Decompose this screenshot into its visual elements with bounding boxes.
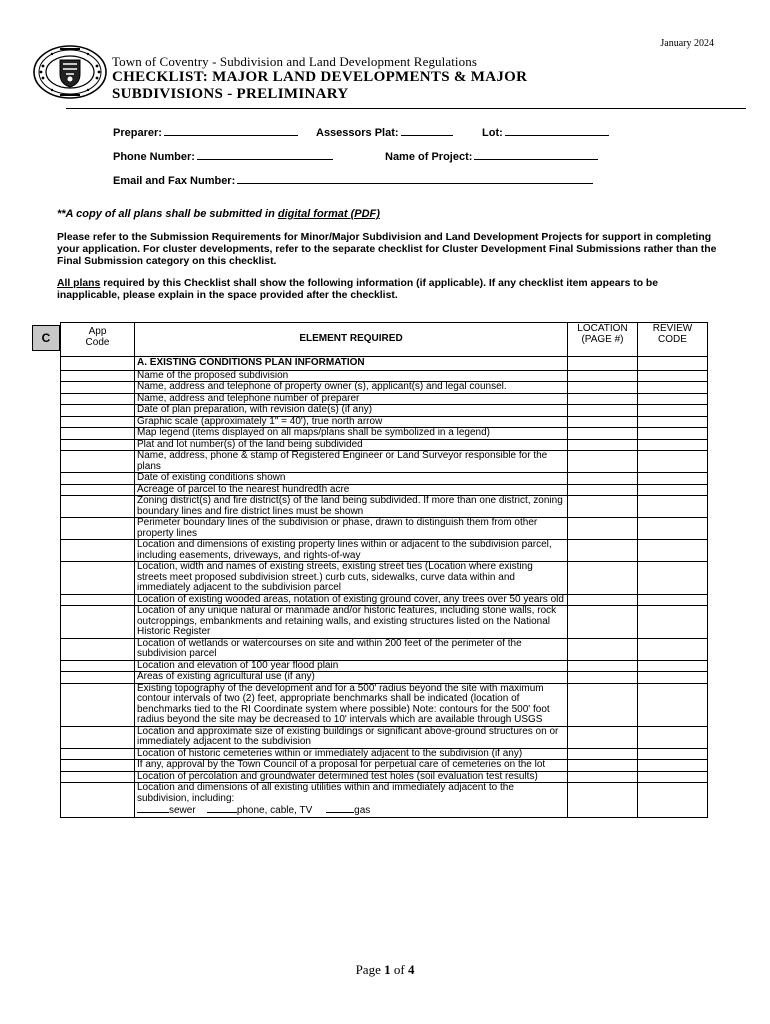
element-required-cell bbox=[135, 382, 568, 394]
review-code-cell[interactable] bbox=[638, 357, 708, 371]
table-row bbox=[61, 672, 708, 684]
location-cell[interactable] bbox=[568, 496, 638, 518]
utility-check-line[interactable] bbox=[207, 804, 237, 813]
location-cell[interactable] bbox=[568, 405, 638, 417]
review-code-cell[interactable] bbox=[638, 484, 708, 496]
element-required-text: Location of percolation and groundwater determined test holes (soil evaluation test results) bbox=[137, 770, 538, 782]
location-cell[interactable] bbox=[568, 594, 638, 606]
element-required-text: Existing topography of the development and for a 500' radius beyond the site with maximum contour intervals of two (2) feet, appropriate benchmarks shall be indicated (location of benchmarks tied to the RI Coordinate system where possible) Note: contours for the 500' foot radius beyond the site may be decreased to 10' intervals which are available through USGS bbox=[137, 682, 550, 725]
table-row bbox=[61, 606, 708, 639]
review-code-cell[interactable] bbox=[638, 518, 708, 540]
review-code-cell[interactable] bbox=[638, 451, 708, 473]
table-row bbox=[61, 594, 708, 606]
page-total: 4 bbox=[407, 962, 415, 977]
element-required-text: Location of historic cemeteries within or immediately adjacent to the subdivision (if any) bbox=[137, 747, 523, 759]
app-code-cell[interactable] bbox=[61, 496, 135, 518]
review-code-cell[interactable] bbox=[638, 496, 708, 518]
element-required-text: Name of the proposed subdivision bbox=[137, 369, 289, 381]
app-code-header bbox=[61, 323, 135, 357]
email-fax-label: Email and Fax Number: bbox=[113, 175, 236, 187]
table-row bbox=[61, 660, 708, 672]
assessors-plat-field[interactable] bbox=[316, 126, 453, 139]
table-row bbox=[61, 760, 708, 772]
app-code-cell[interactable] bbox=[61, 594, 135, 606]
app-code-cell[interactable] bbox=[61, 760, 135, 772]
table-row bbox=[61, 562, 708, 595]
all-plans-paragraph bbox=[57, 278, 717, 302]
element-required-text: Areas of existing agricultural use (if any) bbox=[137, 671, 315, 682]
element-required-text: Location of wetlands or watercourses on site and within 200 feet of the perimeter of the subdivision parcel bbox=[137, 637, 522, 659]
review-code-header-line1: REVIEW bbox=[652, 323, 693, 334]
element-required-cell bbox=[135, 660, 568, 672]
table-row bbox=[61, 393, 708, 405]
app-code-cell[interactable] bbox=[61, 771, 135, 783]
location-header-line1: LOCATION bbox=[577, 323, 628, 334]
preparer-input-line[interactable] bbox=[164, 126, 298, 136]
element-required-text: If any, approval by the Town Council of a proposal for perpetual care of cemeteries on the lot bbox=[137, 759, 546, 770]
page-of-label: of bbox=[390, 962, 408, 977]
digital-format-link: digital format (PDF) bbox=[277, 208, 380, 220]
element-required-cell bbox=[135, 748, 568, 760]
table-row bbox=[61, 416, 708, 428]
checklist-table bbox=[60, 322, 708, 818]
app-code-cell[interactable] bbox=[61, 726, 135, 748]
document-date: January 2024 bbox=[660, 38, 714, 49]
element-required-cell bbox=[135, 370, 568, 382]
location-cell[interactable] bbox=[568, 638, 638, 660]
checklist-title-line1: CHECKLIST: MAJOR LAND DEVELOPMENTS & MAJOR bbox=[112, 69, 528, 85]
location-cell[interactable] bbox=[568, 562, 638, 595]
review-code-cell[interactable] bbox=[638, 382, 708, 394]
table-row bbox=[61, 439, 708, 451]
element-required-text: Graphic scale (approximately 1" = 40'), true north arrow bbox=[137, 415, 383, 427]
element-required-cell bbox=[135, 484, 568, 496]
digital-format-note-text: **A copy of all plans shall be submitted in bbox=[57, 208, 278, 220]
location-cell[interactable] bbox=[568, 771, 638, 783]
review-code-cell[interactable] bbox=[638, 638, 708, 660]
review-code-cell[interactable] bbox=[638, 393, 708, 405]
review-code-cell[interactable] bbox=[638, 783, 708, 818]
review-code-cell[interactable] bbox=[638, 370, 708, 382]
table-row bbox=[61, 382, 708, 394]
email-fax-input-line[interactable] bbox=[237, 174, 593, 184]
location-cell[interactable] bbox=[568, 428, 638, 440]
element-required-cell bbox=[135, 594, 568, 606]
table-row bbox=[61, 496, 708, 518]
element-required-cell bbox=[135, 451, 568, 473]
review-code-cell[interactable] bbox=[638, 540, 708, 562]
location-header bbox=[568, 323, 638, 357]
app-code-cell[interactable] bbox=[61, 660, 135, 672]
location-cell[interactable] bbox=[568, 672, 638, 684]
location-cell[interactable] bbox=[568, 416, 638, 428]
checklist-title-line2: SUBDIVISIONS - PRELIMINARY bbox=[112, 86, 349, 102]
town-regulations-heading: Town of Coventry - Subdivision and Land Development Regulations bbox=[112, 54, 478, 69]
review-code-cell[interactable] bbox=[638, 416, 708, 428]
location-cell[interactable] bbox=[568, 783, 638, 818]
location-cell[interactable] bbox=[568, 660, 638, 672]
element-required-cell bbox=[135, 428, 568, 440]
element-required-cell bbox=[135, 760, 568, 772]
app-code-cell[interactable] bbox=[61, 562, 135, 595]
app-code-cell[interactable] bbox=[61, 416, 135, 428]
app-code-cell[interactable] bbox=[61, 638, 135, 660]
email-fax-field[interactable] bbox=[113, 174, 593, 187]
element-required-cell bbox=[135, 405, 568, 417]
location-cell[interactable] bbox=[568, 760, 638, 772]
review-code-cell[interactable] bbox=[638, 672, 708, 684]
table-row bbox=[61, 451, 708, 473]
element-required-text: Acreage of parcel to the nearest hundredth acre bbox=[137, 483, 350, 495]
table-row bbox=[61, 473, 708, 485]
preparer-field[interactable] bbox=[113, 126, 298, 139]
app-code-cell[interactable] bbox=[61, 518, 135, 540]
utility-check-line[interactable] bbox=[137, 804, 169, 813]
review-code-cell[interactable] bbox=[638, 473, 708, 485]
element-required-cell bbox=[135, 416, 568, 428]
location-cell[interactable] bbox=[568, 606, 638, 639]
table-row bbox=[61, 683, 708, 726]
section-a-title: A. EXISTING CONDITIONS PLAN INFORMATION bbox=[135, 357, 568, 371]
location-cell[interactable] bbox=[568, 393, 638, 405]
review-code-cell[interactable] bbox=[638, 562, 708, 595]
review-code-cell[interactable] bbox=[638, 405, 708, 417]
location-cell[interactable] bbox=[568, 382, 638, 394]
location-cell[interactable] bbox=[568, 473, 638, 485]
review-code-cell[interactable] bbox=[638, 594, 708, 606]
location-cell[interactable] bbox=[568, 540, 638, 562]
all-plans-underlined: All plans bbox=[57, 278, 101, 289]
header-divider bbox=[66, 108, 746, 109]
location-cell[interactable] bbox=[568, 748, 638, 760]
element-required-cell bbox=[135, 606, 568, 639]
location-header-line2: (PAGE #) bbox=[581, 333, 624, 345]
assessors-plat-input-line[interactable] bbox=[401, 126, 453, 136]
column-c-header: C bbox=[32, 325, 60, 351]
project-name-label: Name of Project: bbox=[385, 151, 473, 163]
location-cell[interactable] bbox=[568, 518, 638, 540]
element-required-text: Name, address and telephone number of preparer bbox=[137, 392, 360, 404]
phone-field[interactable] bbox=[113, 150, 333, 163]
app-code-cell[interactable] bbox=[61, 748, 135, 760]
app-code-cell[interactable] bbox=[61, 451, 135, 473]
utilities-list bbox=[137, 804, 565, 817]
review-code-cell[interactable] bbox=[638, 726, 708, 748]
table-row bbox=[61, 484, 708, 496]
element-required-text: Date of existing conditions shown bbox=[137, 472, 286, 483]
table-row bbox=[61, 428, 708, 440]
table-row bbox=[61, 370, 708, 382]
element-required-cell bbox=[135, 771, 568, 783]
location-cell[interactable] bbox=[568, 439, 638, 451]
review-code-cell[interactable] bbox=[638, 683, 708, 726]
utility-label: sewer bbox=[169, 805, 196, 816]
element-required-text: Location of any unique natural or manmade and/or historic features, including stone walls, rock outcroppings, embankments and retaining walls, and existing structures listed on the National Historic Register bbox=[137, 605, 557, 637]
element-required-cell bbox=[135, 683, 568, 726]
app-code-cell[interactable] bbox=[61, 672, 135, 684]
section-a-row bbox=[61, 357, 708, 371]
app-code-cell[interactable] bbox=[61, 783, 135, 818]
element-required-cell bbox=[135, 672, 568, 684]
table-row bbox=[61, 405, 708, 417]
app-code-header-line1: App bbox=[88, 326, 107, 337]
element-required-text: Perimeter boundary lines of the subdivision or phase, drawn to distinguish them from other property lines bbox=[137, 517, 538, 539]
location-cell[interactable] bbox=[568, 726, 638, 748]
review-code-header bbox=[638, 323, 708, 357]
location-cell[interactable] bbox=[568, 357, 638, 371]
element-required-cell bbox=[135, 783, 568, 818]
element-required-text: Map legend (items displayed on all maps/plans shall be symbolized in a legend) bbox=[137, 427, 490, 438]
table-header-row bbox=[61, 323, 708, 357]
review-code-header-line2: CODE bbox=[658, 333, 687, 345]
preparer-label: Preparer: bbox=[113, 127, 162, 139]
review-code-cell[interactable] bbox=[638, 771, 708, 783]
phone-input-line[interactable] bbox=[197, 150, 333, 160]
element-required-text: Location of existing wooded areas, notation of existing ground cover, any trees over 50 years old bbox=[137, 593, 564, 605]
review-code-cell[interactable] bbox=[638, 606, 708, 639]
app-code-cell[interactable] bbox=[61, 370, 135, 382]
all-plans-rest: required by this Checklist shall show the following information (if applicable). If any checklist item appears to be inapplicable, please explain in the space provided after the checklist. bbox=[57, 278, 659, 301]
element-required-cell bbox=[135, 638, 568, 660]
element-required-text: Location and elevation of 100 year flood plain bbox=[137, 659, 339, 671]
app-code-cell[interactable] bbox=[61, 382, 135, 394]
app-code-cell[interactable] bbox=[61, 357, 135, 371]
element-required-cell bbox=[135, 540, 568, 562]
assessors-plat-label: Assessors Plat: bbox=[316, 127, 399, 139]
element-required-text: Date of plan preparation, with revision date(s) (if any) bbox=[137, 404, 373, 415]
location-cell[interactable] bbox=[568, 484, 638, 496]
element-required-cell bbox=[135, 473, 568, 485]
project-name-field[interactable] bbox=[385, 150, 598, 163]
element-required-cell bbox=[135, 393, 568, 405]
element-required-text: Location and dimensions of all existing utilities within and immediately adjacent to the subdivision, including: bbox=[137, 782, 514, 804]
table-row bbox=[61, 638, 708, 660]
element-required-cell bbox=[135, 518, 568, 540]
element-required-text: Name, address and telephone of property owner (s), applicant(s) and legal counsel. bbox=[137, 381, 507, 392]
utility-gap bbox=[312, 805, 326, 816]
element-required-text: Location and approximate size of existing buildings or significant above-ground structures on or immediately adjacent to the subdivision bbox=[137, 725, 559, 747]
app-code-header-line2: Code bbox=[85, 336, 110, 348]
element-required-text: Location and dimensions of existing property lines within or adjacent to the subdivision parcel, including easements, driveways, and rights-of-way bbox=[137, 539, 552, 561]
app-code-cell[interactable] bbox=[61, 393, 135, 405]
table-row bbox=[61, 783, 708, 818]
table-row bbox=[61, 518, 708, 540]
element-required-text: Location, width and names of existing streets, existing street ties (Location where existing streets meet proposed subdivision street.) curb cuts, sidewalks, curve data within and immediately adjacent to the subdivision parcel bbox=[137, 561, 533, 593]
review-code-cell[interactable] bbox=[638, 660, 708, 672]
page-footer bbox=[0, 962, 770, 978]
location-cell[interactable] bbox=[568, 370, 638, 382]
review-code-cell[interactable] bbox=[638, 428, 708, 440]
element-required-text: Plat and lot number(s) of the land being subdivided bbox=[137, 438, 363, 450]
element-required-cell bbox=[135, 562, 568, 595]
app-code-cell[interactable] bbox=[61, 540, 135, 562]
phone-label: Phone Number: bbox=[113, 151, 195, 163]
review-code-cell[interactable] bbox=[638, 748, 708, 760]
element-required-cell bbox=[135, 496, 568, 518]
app-code-cell[interactable] bbox=[61, 428, 135, 440]
checklist-title bbox=[112, 69, 527, 103]
element-required-text: Name, address, phone & stamp of Registered Engineer or Land Surveyor responsible for the plans bbox=[137, 450, 548, 472]
review-code-cell[interactable] bbox=[638, 439, 708, 451]
app-code-cell[interactable] bbox=[61, 484, 135, 496]
utility-label: phone, cable, TV bbox=[236, 805, 313, 816]
lot-input-line[interactable] bbox=[505, 126, 609, 136]
lot-label: Lot: bbox=[482, 127, 503, 139]
app-code-cell[interactable] bbox=[61, 683, 135, 726]
utility-label: gas bbox=[354, 805, 371, 816]
element-required-cell bbox=[135, 726, 568, 748]
utility-check-line[interactable] bbox=[326, 804, 354, 813]
location-cell[interactable] bbox=[568, 683, 638, 726]
table-row bbox=[61, 726, 708, 748]
table-row bbox=[61, 771, 708, 783]
review-code-cell[interactable] bbox=[638, 760, 708, 772]
lot-field[interactable] bbox=[482, 126, 609, 139]
element-required-cell bbox=[135, 439, 568, 451]
town-seal-icon bbox=[32, 44, 108, 100]
digital-format-note bbox=[57, 208, 380, 220]
page-number: 1 bbox=[384, 962, 391, 977]
app-code-cell[interactable] bbox=[61, 405, 135, 417]
app-code-cell[interactable] bbox=[61, 606, 135, 639]
utility-gap bbox=[196, 805, 207, 816]
location-cell[interactable] bbox=[568, 451, 638, 473]
app-code-cell[interactable] bbox=[61, 473, 135, 485]
element-required-text: Zoning district(s) and fire district(s) of the land being subdivided. If more than one district, zoning boundary lines and fire district lines must be shown bbox=[137, 495, 563, 517]
table-row bbox=[61, 540, 708, 562]
element-required-header: ELEMENT REQUIRED bbox=[135, 323, 568, 357]
app-code-cell[interactable] bbox=[61, 439, 135, 451]
project-name-input-line[interactable] bbox=[474, 150, 598, 160]
submission-requirements-paragraph: Please refer to the Submission Requirements for Minor/Major Subdivision and Land Development Projects for support in completing your application. For cluster developments, refer to the separate checklist for Cluster Development Final Submissions rather than the Final Submission category on this checklist. bbox=[57, 232, 717, 267]
page-label: Page bbox=[355, 962, 385, 977]
table-row bbox=[61, 748, 708, 760]
